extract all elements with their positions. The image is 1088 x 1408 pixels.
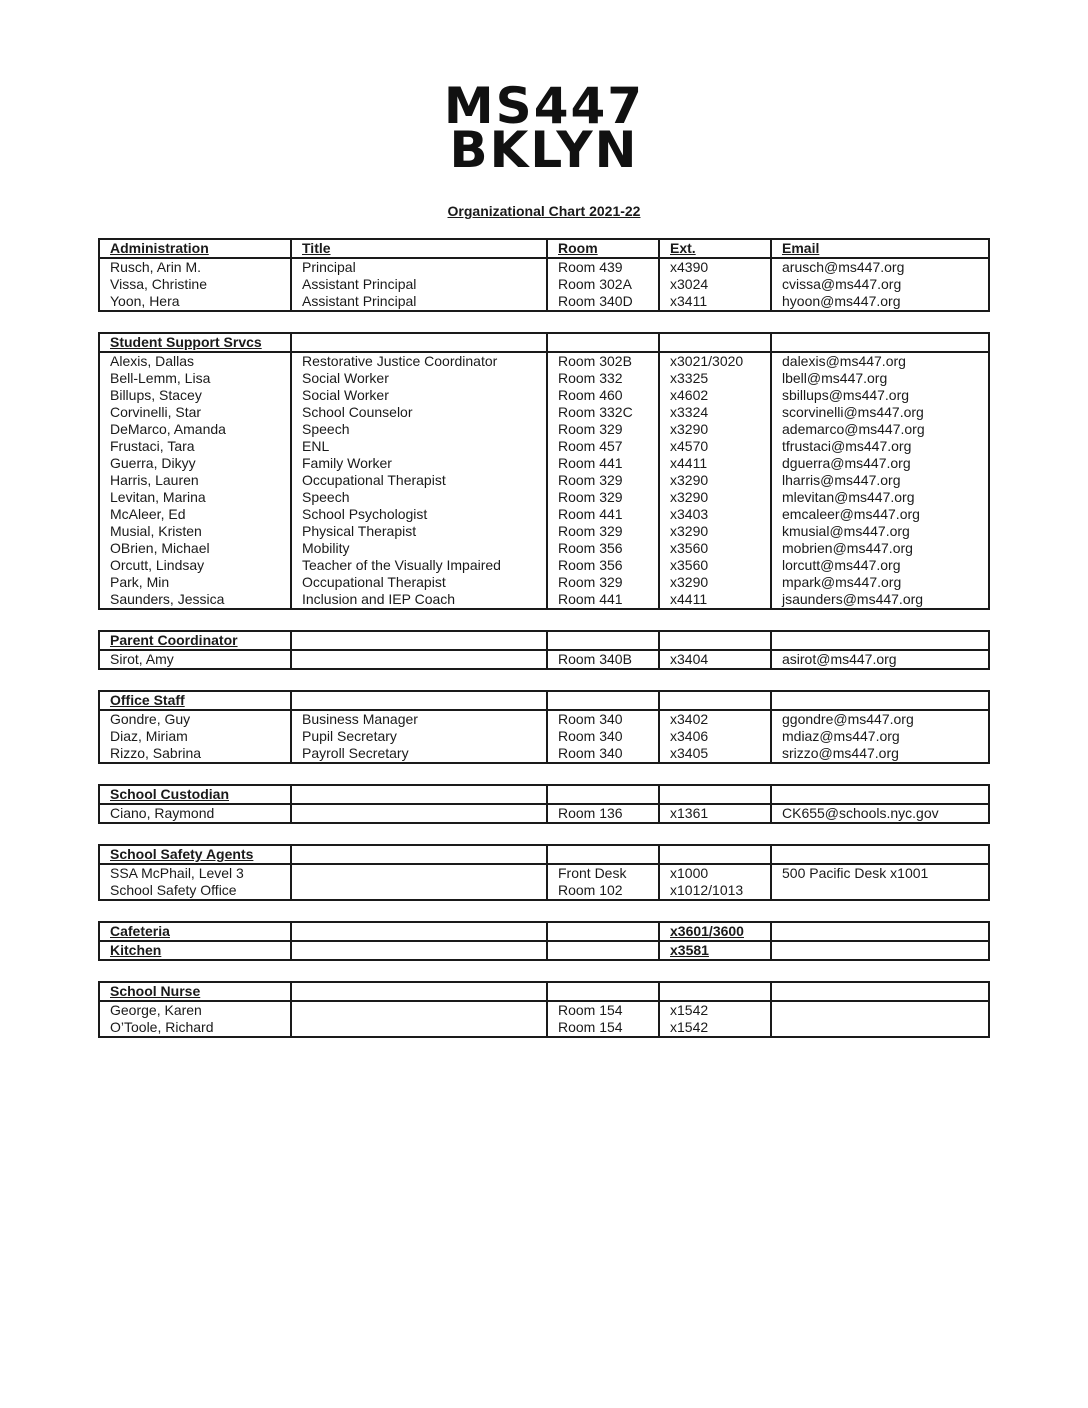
- table-row: [99, 293, 989, 311]
- table-cell: x3405: [659, 745, 771, 763]
- header-cell: [547, 631, 659, 650]
- table-row: [99, 540, 989, 557]
- table-row: [99, 1019, 989, 1037]
- table-cell: Inclusion and IEP Coach: [291, 591, 547, 609]
- header-cell: Student Support Srvcs: [99, 333, 291, 352]
- header-cell: [771, 922, 989, 941]
- header-cell: [659, 845, 771, 864]
- table-cell: Room 329: [547, 574, 659, 591]
- section-header-row: [99, 691, 989, 710]
- header-cell: Ext.: [659, 239, 771, 258]
- header-cell: x3601/3600: [659, 922, 771, 941]
- table-cell: [291, 650, 547, 669]
- header-cell: Administration: [99, 239, 291, 258]
- table-cell: Restorative Justice Coordinator: [291, 352, 547, 370]
- section-header-row: [99, 333, 989, 352]
- table-cell: Room 302B: [547, 352, 659, 370]
- table-cell: Orcutt, Lindsay: [99, 557, 291, 574]
- email-cell: ggondre@ms447.org: [771, 710, 989, 728]
- table-cell: Rusch, Arin M.: [99, 258, 291, 276]
- table-cell: School Safety Office: [99, 882, 291, 900]
- email-cell: hyoon@ms447.org: [771, 293, 989, 311]
- header-cell: School Safety Agents: [99, 845, 291, 864]
- email-cell: emcaleer@ms447.org: [771, 506, 989, 523]
- table-cell: Vissa, Christine: [99, 276, 291, 293]
- header-cell: [547, 333, 659, 352]
- table-row: [99, 591, 989, 609]
- email-cell: mdiaz@ms447.org: [771, 728, 989, 745]
- table-cell: Teacher of the Visually Impaired: [291, 557, 547, 574]
- header-cell: [547, 845, 659, 864]
- table-row: [99, 472, 989, 489]
- email-cell: cvissa@ms447.org: [771, 276, 989, 293]
- table-cell: OBrien, Michael: [99, 540, 291, 557]
- table-cell: Occupational Therapist: [291, 574, 547, 591]
- table-cell: School Counselor: [291, 404, 547, 421]
- email-cell: [771, 1001, 989, 1019]
- table-cell: Front Desk: [547, 864, 659, 882]
- table-cell: Physical Therapist: [291, 523, 547, 540]
- table-cell: x3324: [659, 404, 771, 421]
- table-cell: Alexis, Dallas: [99, 352, 291, 370]
- table-row: [99, 523, 989, 540]
- section-header-row: [99, 922, 989, 941]
- table-cell: Social Worker: [291, 387, 547, 404]
- table-cell: Room 302A: [547, 276, 659, 293]
- section-table: [98, 844, 990, 901]
- table-cell: Room 457: [547, 438, 659, 455]
- email-cell: 500 Pacific Desk x1001: [771, 864, 989, 882]
- header-cell: [291, 631, 547, 650]
- table-cell: George, Karen: [99, 1001, 291, 1019]
- section-header-row: [99, 239, 989, 258]
- header-cell: [659, 785, 771, 804]
- table-row: [99, 455, 989, 472]
- email-cell: mlevitan@ms447.org: [771, 489, 989, 506]
- table-cell: Rizzo, Sabrina: [99, 745, 291, 763]
- table-row: [99, 489, 989, 506]
- header-cell: [547, 691, 659, 710]
- table-row: [99, 421, 989, 438]
- table-cell: McAleer, Ed: [99, 506, 291, 523]
- table-cell: x3406: [659, 728, 771, 745]
- header-cell: [291, 691, 547, 710]
- email-cell: mobrien@ms447.org: [771, 540, 989, 557]
- table-cell: Mobility: [291, 540, 547, 557]
- header-cell: School Custodian: [99, 785, 291, 804]
- table-cell: Speech: [291, 489, 547, 506]
- table-cell: Room 332: [547, 370, 659, 387]
- table-cell: Room 136: [547, 804, 659, 823]
- header-cell: School Nurse: [99, 982, 291, 1001]
- section-header-row: [99, 631, 989, 650]
- table-cell: x3290: [659, 421, 771, 438]
- table-cell: x1361: [659, 804, 771, 823]
- table-cell: Room 439: [547, 258, 659, 276]
- table-cell: Ciano, Raymond: [99, 804, 291, 823]
- table-cell: Corvinelli, Star: [99, 404, 291, 421]
- header-cell: [659, 333, 771, 352]
- table-cell: SSA McPhail, Level 3: [99, 864, 291, 882]
- table-row: [99, 387, 989, 404]
- table-row: [99, 864, 989, 882]
- table-cell: x3024: [659, 276, 771, 293]
- header-cell: [291, 785, 547, 804]
- header-cell: [291, 982, 547, 1001]
- table-cell: x3403: [659, 506, 771, 523]
- email-cell: asirot@ms447.org: [771, 650, 989, 669]
- table-cell: Principal: [291, 258, 547, 276]
- table-cell: Room 329: [547, 489, 659, 506]
- header-cell: [659, 631, 771, 650]
- document-title: Organizational Chart 2021-22: [447, 203, 641, 219]
- table-cell: Room 340: [547, 728, 659, 745]
- table-cell: Room 154: [547, 1001, 659, 1019]
- table-row: [99, 882, 989, 900]
- header-cell: [547, 785, 659, 804]
- table-row: [99, 370, 989, 387]
- section-table: [98, 981, 990, 1038]
- header-cell: Kitchen: [99, 941, 291, 960]
- email-cell: kmusial@ms447.org: [771, 523, 989, 540]
- section-table: [98, 921, 990, 961]
- table-cell: Sirot, Amy: [99, 650, 291, 669]
- table-cell: x4411: [659, 455, 771, 472]
- email-cell: lharris@ms447.org: [771, 472, 989, 489]
- section-header-row: [99, 982, 989, 1001]
- header-cell: [771, 845, 989, 864]
- table-cell: Diaz, Miriam: [99, 728, 291, 745]
- table-cell: Saunders, Jessica: [99, 591, 291, 609]
- table-cell: Yoon, Hera: [99, 293, 291, 311]
- header-cell: [291, 845, 547, 864]
- table-row: [99, 506, 989, 523]
- header-cell: Room: [547, 239, 659, 258]
- header-cell: Parent Coordinator: [99, 631, 291, 650]
- section-table: [98, 690, 990, 764]
- header-cell: [547, 941, 659, 960]
- table-cell: O’Toole, Richard: [99, 1019, 291, 1037]
- section-table: [98, 784, 990, 824]
- table-cell: Room 441: [547, 455, 659, 472]
- table-row: [99, 804, 989, 823]
- header-cell: [771, 982, 989, 1001]
- table-cell: ENL: [291, 438, 547, 455]
- email-cell: tfrustaci@ms447.org: [771, 438, 989, 455]
- header-cell: [291, 333, 547, 352]
- table-cell: Occupational Therapist: [291, 472, 547, 489]
- table-cell: x3021/3020: [659, 352, 771, 370]
- header-cell: [291, 941, 547, 960]
- table-cell: Room 340B: [547, 650, 659, 669]
- email-cell: [771, 1019, 989, 1037]
- email-cell: [771, 882, 989, 900]
- table-cell: [291, 1001, 547, 1019]
- header-cell: [659, 982, 771, 1001]
- table-cell: Gondre, Guy: [99, 710, 291, 728]
- header-cell: [771, 333, 989, 352]
- table-cell: Room 340: [547, 745, 659, 763]
- table-cell: School Psychologist: [291, 506, 547, 523]
- table-cell: x3560: [659, 557, 771, 574]
- table-row: [99, 352, 989, 370]
- table-cell: Room 329: [547, 523, 659, 540]
- table-row: [99, 728, 989, 745]
- table-cell: Room 356: [547, 540, 659, 557]
- table-cell: x3411: [659, 293, 771, 311]
- header-cell: [771, 691, 989, 710]
- table-cell: [291, 804, 547, 823]
- email-cell: ademarco@ms447.org: [771, 421, 989, 438]
- table-cell: [291, 864, 547, 882]
- table-cell: x1542: [659, 1001, 771, 1019]
- header-cell: Cafeteria: [99, 922, 291, 941]
- table-row: [99, 276, 989, 293]
- table-row: [99, 404, 989, 421]
- table-cell: Billups, Stacey: [99, 387, 291, 404]
- table-cell: x4570: [659, 438, 771, 455]
- table-cell: x3290: [659, 574, 771, 591]
- header-cell: [547, 922, 659, 941]
- table-cell: x4411: [659, 591, 771, 609]
- table-cell: Room 441: [547, 591, 659, 609]
- org-chart-sections: [98, 238, 988, 1058]
- table-cell: Levitan, Marina: [99, 489, 291, 506]
- email-cell: scorvinelli@ms447.org: [771, 404, 989, 421]
- logo-line-1: MS447: [443, 77, 645, 135]
- table-cell: x3402: [659, 710, 771, 728]
- email-cell: arusch@ms447.org: [771, 258, 989, 276]
- header-cell: [771, 785, 989, 804]
- header-cell: Email: [771, 239, 989, 258]
- section-header-row: [99, 785, 989, 804]
- table-cell: x3290: [659, 472, 771, 489]
- table-row: [99, 710, 989, 728]
- header-cell: [771, 941, 989, 960]
- logo-line-2: BKLYN: [449, 121, 639, 179]
- table-cell: x1012/1013: [659, 882, 771, 900]
- table-row: [99, 557, 989, 574]
- table-cell: Park, Min: [99, 574, 291, 591]
- section-table: [98, 332, 990, 610]
- table-cell: Room 340D: [547, 293, 659, 311]
- table-cell: Musial, Kristen: [99, 523, 291, 540]
- table-row: [99, 258, 989, 276]
- table-cell: x1542: [659, 1019, 771, 1037]
- table-cell: x3560: [659, 540, 771, 557]
- table-cell: Room 329: [547, 421, 659, 438]
- table-cell: Assistant Principal: [291, 293, 547, 311]
- table-cell: Speech: [291, 421, 547, 438]
- table-cell: x1000: [659, 864, 771, 882]
- header-cell: Title: [291, 239, 547, 258]
- table-cell: Pupil Secretary: [291, 728, 547, 745]
- table-cell: Room 460: [547, 387, 659, 404]
- email-cell: lbell@ms447.org: [771, 370, 989, 387]
- email-cell: dguerra@ms447.org: [771, 455, 989, 472]
- header-cell: x3581: [659, 941, 771, 960]
- table-row: [99, 745, 989, 763]
- table-cell: x4602: [659, 387, 771, 404]
- table-cell: Family Worker: [291, 455, 547, 472]
- email-cell: sbillups@ms447.org: [771, 387, 989, 404]
- header-cell: [547, 982, 659, 1001]
- table-cell: DeMarco, Amanda: [99, 421, 291, 438]
- school-logo: [0, 77, 1088, 179]
- table-cell: Room 329: [547, 472, 659, 489]
- table-cell: x3290: [659, 523, 771, 540]
- table-cell: x3325: [659, 370, 771, 387]
- table-row: [99, 1001, 989, 1019]
- table-cell: Assistant Principal: [291, 276, 547, 293]
- email-cell: dalexis@ms447.org: [771, 352, 989, 370]
- table-cell: Bell-Lemm, Lisa: [99, 370, 291, 387]
- table-cell: [291, 882, 547, 900]
- header-cell: [659, 691, 771, 710]
- email-cell: jsaunders@ms447.org: [771, 591, 989, 609]
- email-cell: CK655@schools.nyc.gov: [771, 804, 989, 823]
- table-cell: Guerra, Dikyy: [99, 455, 291, 472]
- table-cell: Room 441: [547, 506, 659, 523]
- section-table: [98, 630, 990, 670]
- header-cell: [291, 922, 547, 941]
- table-cell: Room 154: [547, 1019, 659, 1037]
- table-cell: Payroll Secretary: [291, 745, 547, 763]
- table-cell: Room 332C: [547, 404, 659, 421]
- email-cell: mpark@ms447.org: [771, 574, 989, 591]
- email-cell: srizzo@ms447.org: [771, 745, 989, 763]
- table-cell: x3404: [659, 650, 771, 669]
- table-cell: Room 356: [547, 557, 659, 574]
- email-cell: lorcutt@ms447.org: [771, 557, 989, 574]
- header-cell: [771, 631, 989, 650]
- table-cell: [291, 1019, 547, 1037]
- table-cell: Business Manager: [291, 710, 547, 728]
- table-cell: Room 340: [547, 710, 659, 728]
- section-header-row: [99, 941, 989, 960]
- table-row: [99, 650, 989, 669]
- table-cell: Frustaci, Tara: [99, 438, 291, 455]
- header-cell: Office Staff: [99, 691, 291, 710]
- section-table: [98, 238, 990, 312]
- section-header-row: [99, 845, 989, 864]
- table-cell: Room 102: [547, 882, 659, 900]
- table-cell: x3290: [659, 489, 771, 506]
- table-row: [99, 574, 989, 591]
- table-cell: x4390: [659, 258, 771, 276]
- table-cell: Social Worker: [291, 370, 547, 387]
- table-row: [99, 438, 989, 455]
- table-cell: Harris, Lauren: [99, 472, 291, 489]
